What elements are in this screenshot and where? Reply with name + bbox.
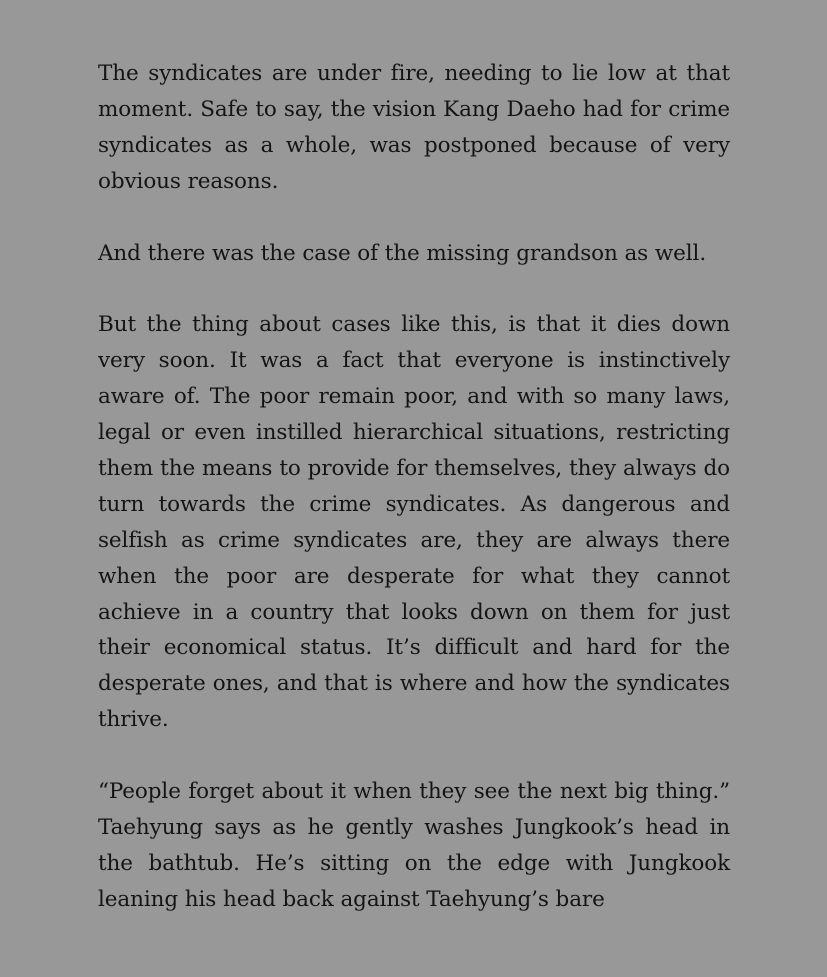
paragraph-missing-grandson: And there was the case of the missing grandson as well. (98, 240, 707, 266)
paragraph-people-forget: “People forget about it when they see the next big thing.” Taehyung says as he gently washes Jungkook’s head in the bathtub. He’s sitting on the edge with Jungkook leaning his head back against Taehyung’s bare (98, 779, 730, 912)
paragraph-cases-die-down: But the thing about cases like this, is that it dies down very soon. It was a fact that everyone is instinctively aware of. The poor remain poor, and with so many laws, legal or even instilled hierarchical situations, restricting them the means to provide for themselves, they always do turn towards the crime syndicates. As dangerous and selfish as crime syndicates are, they are always there when the poor are desperate for what they cannot achieve in a country that looks down on them for just their economical status. It’s difficult and hard for the desperate ones, and that is where and how the syndicates thrive. (98, 312, 730, 733)
text-page (98, 56, 730, 918)
paragraph-syndicates-under-fire: The syndicates are under fire, needing to lie low at that moment. Safe to say, the vision Kang Daeho had for crime syndicates as a whole, was postponed because of very obvious reasons. (98, 61, 730, 194)
